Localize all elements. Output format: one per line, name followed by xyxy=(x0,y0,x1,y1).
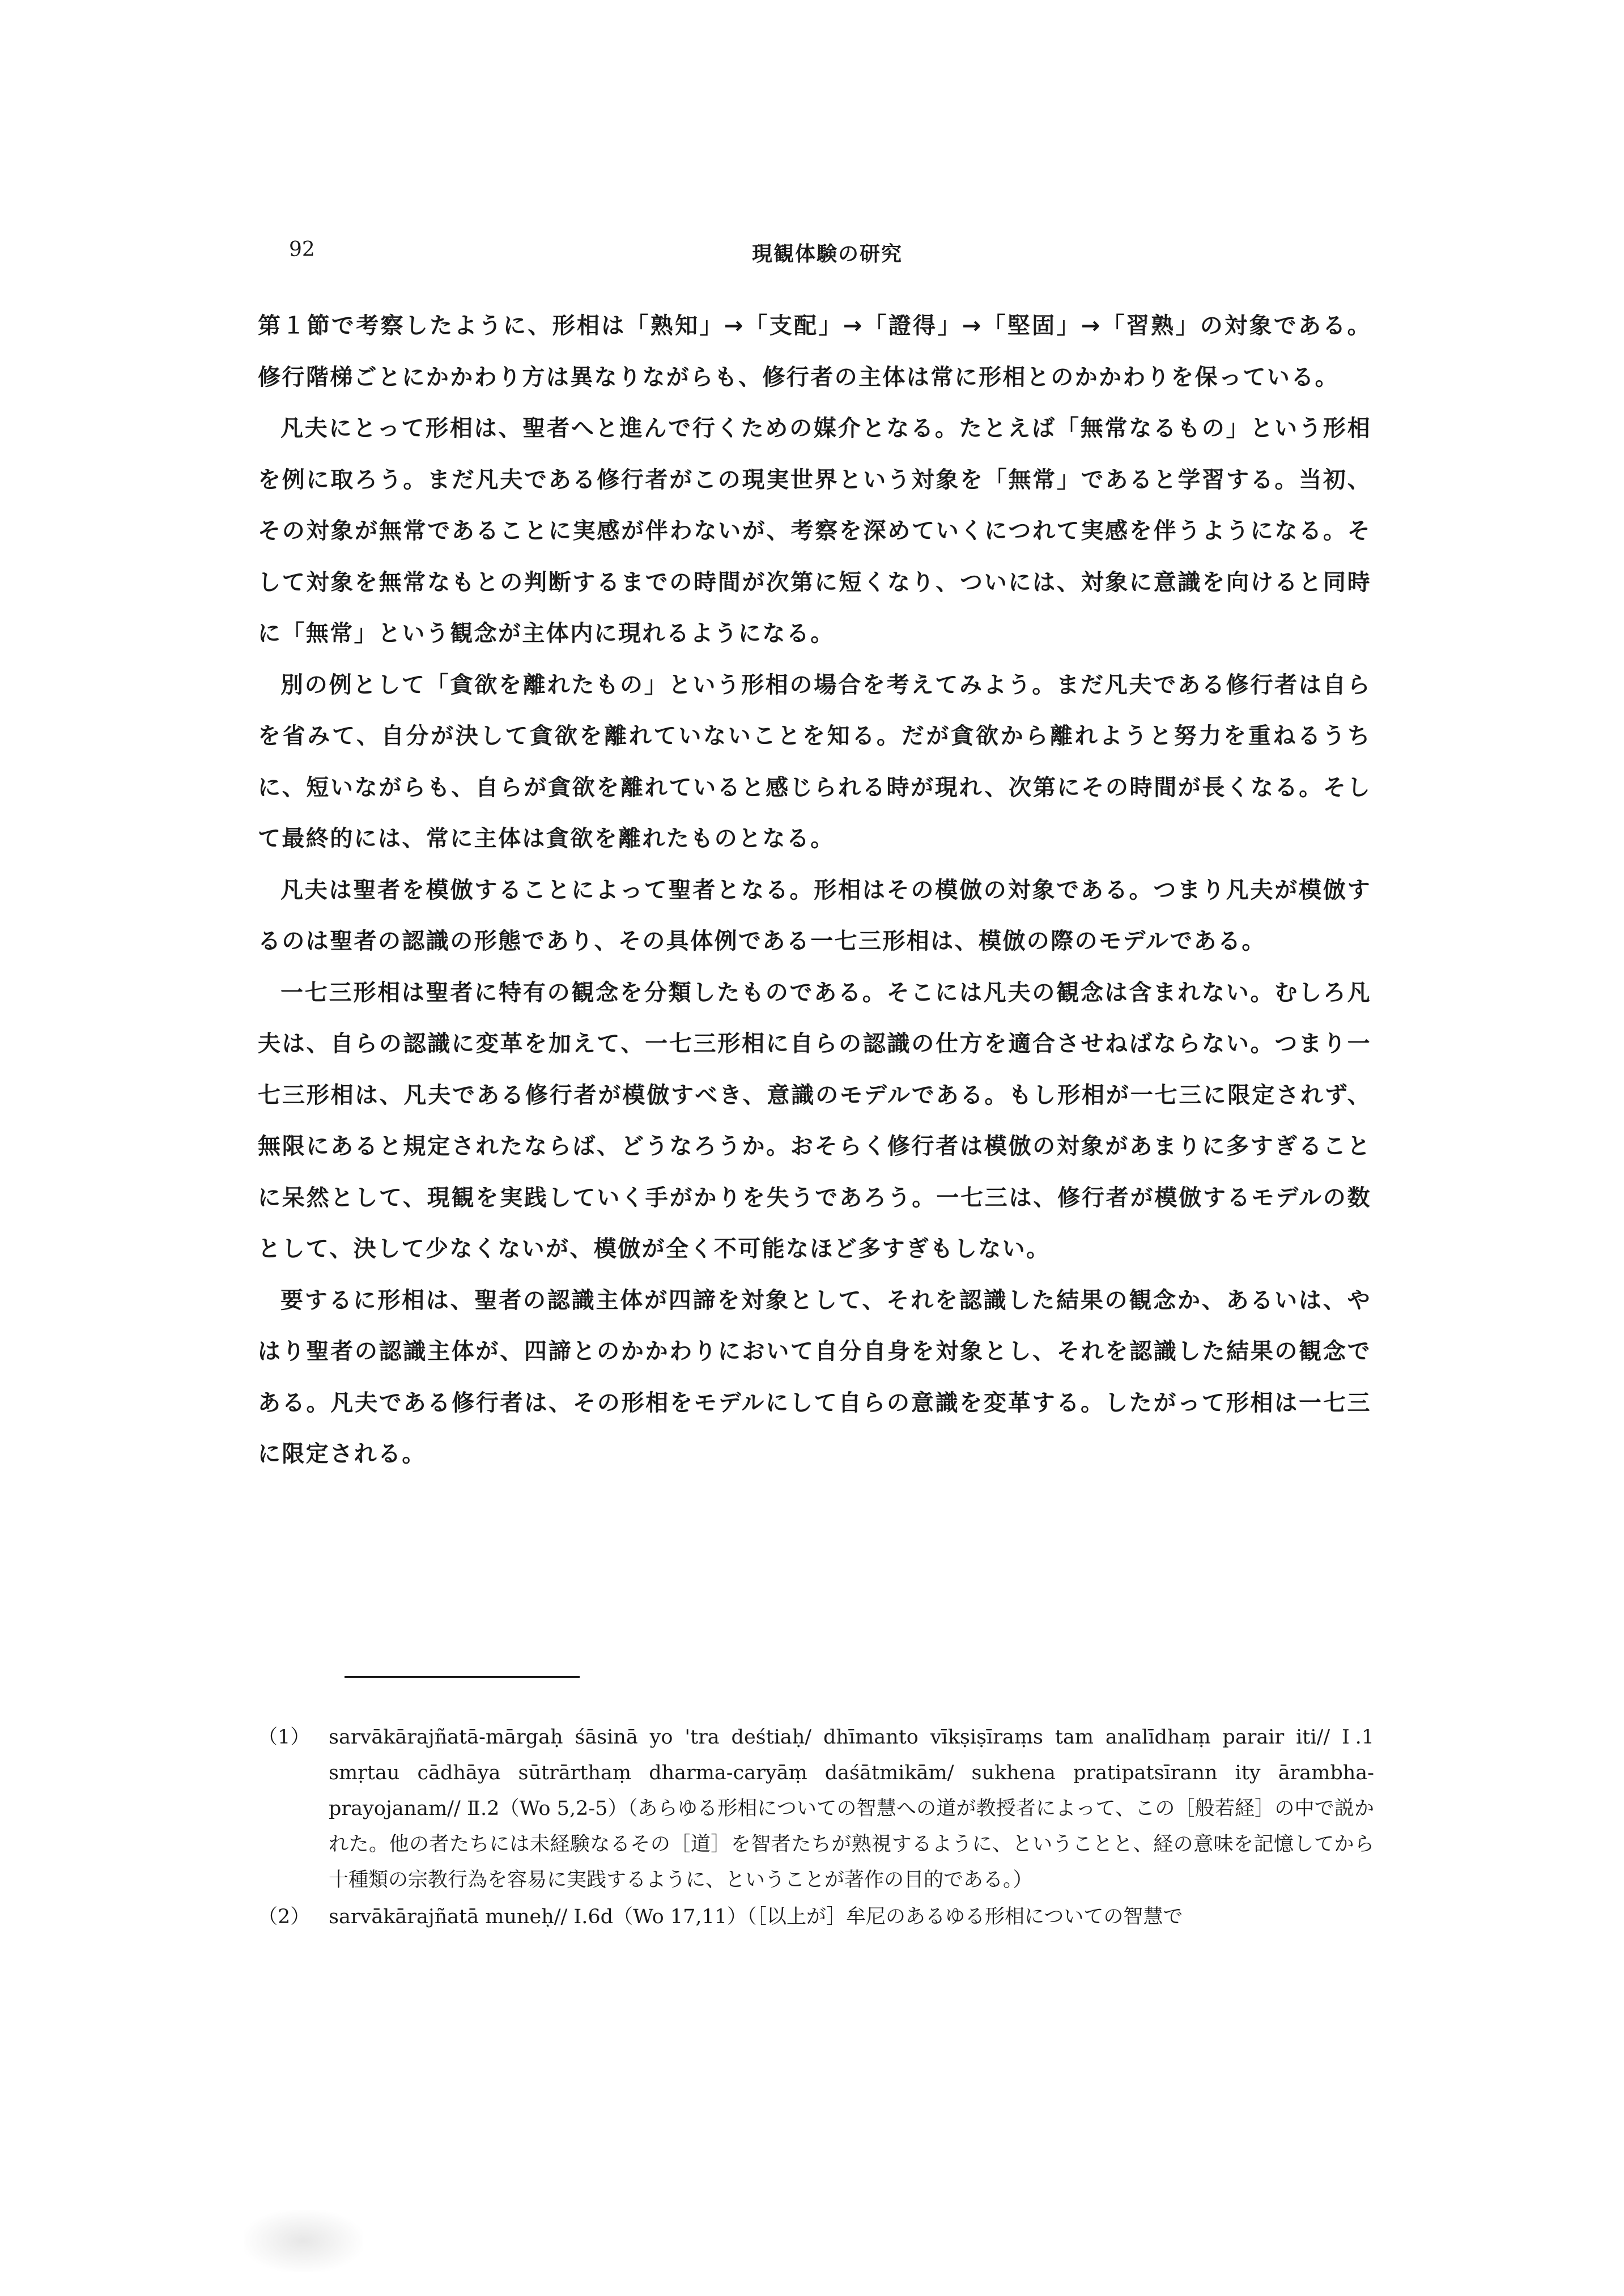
footnote-text: sarvākārajñatā muneḥ// Ⅰ.6d（Wo 17,11）（［以上が］牟尼のあるゆる形相についての智慧で xyxy=(329,1906,1183,1928)
paragraph: 凡夫にとって形相は、聖者へと進んで行くための媒介となる。たとえば「無常なるもの」という形相を例に取ろう。まだ凡夫である修行者がこの現実世界という対象を「無常」であると学習する。当初、その対象が無常であることに実感が伴わないが、考察を深めていくにつれて実感を伴うようになる。そして対象を無常なもとの判断するまでの時間が次第に短くなり、ついには、対象に意識を向けると同時に「無常」という観念が主体内に現れるようになる。 xyxy=(258,415,1371,647)
paragraph: 要するに形相は、聖者の認識主体が四諦を対象として、それを認識した結果の観念か、あるいは、やはり聖者の認識主体が、四諦とのかかわりにおいて自分自身を対象とし、それを認識した結果の観念である。凡夫である修行者は、その形相をモデルにして自らの意識を変革する。したがって形相は一七三に限定される。 xyxy=(258,1287,1371,1467)
paragraph: 第１節で考察したように、形相は「熟知」→「支配」→「證得」→「堅固」→「習熟」の対象である。修行階梯ごとにかかわり方は異なりながらも、修行者の主体は常に形相とのかかわりを保っている。 xyxy=(258,313,1371,390)
body-text xyxy=(258,300,1371,1480)
footnote-number: （2） xyxy=(258,1906,311,1928)
paragraph: 一七三形相は聖者に特有の観念を分類したものである。そこには凡夫の観念は含まれない。むしろ凡夫は、自らの認識に変革を加えて、一七三形相に自らの認識の仕方を適合させねばならない。つまり一七三形相は、凡夫である修行者が模倣すべき、意識のモデルである。もし形相が一七三に限定されず、無限にあると規定されたならば、どうなろうか。おそらく修行者は模倣の対象があまりに多すぎることに呆然として、現観を実践していく手がかりを失うであろう。一七三は、修行者が模倣するモデルの数として、決して少なくないが、模倣が全く不可能なほど多すぎもしない。 xyxy=(258,979,1371,1262)
paragraph: 凡夫は聖者を模倣することによって聖者となる。形相はその模倣の対象である。つまり凡夫が模倣するのは聖者の認識の形態であり、その具体例である一七三形相は、模倣の際のモデルである。 xyxy=(258,877,1371,954)
footnote-number: （1） xyxy=(258,1726,311,1749)
footnote-1 xyxy=(258,1720,1374,1898)
page-number: 92 xyxy=(289,238,315,261)
footnote-divider xyxy=(345,1676,580,1678)
paragraph: 別の例として「貪欲を離れたもの」という形相の場合を考えてみよう。まだ凡夫である修行者は自らを省みて、自分が決して貪欲を離れていないことを知る。だが貪欲から離れようと努力を重ねるうちに、短いながらも、自らが貪欲を離れていると感じられる時が現れ、次第にその時間が長くなる。そして最終的には、常に主体は貪欲を離れたものとなる。 xyxy=(258,671,1371,852)
footnotes xyxy=(258,1720,1374,1936)
footnote-2 xyxy=(258,1899,1374,1935)
running-title: 現観体験の研究 xyxy=(751,243,903,266)
running-head xyxy=(289,238,1366,272)
footnote-text: sarvākārajñatā-mārgaḥ śāsinā yo 'tra deśtiaḥ/ dhīmanto vīkṣiṣīraṃs tam analīdhaṃ parair iti// Ⅰ.1 smṛtau cādhāya sūtrārthaṃ dharma-caryāṃ daśātmikām/ sukhena pratipatsīrann ity ārambha-prayojanam// Ⅱ.2（Wo 5,2-5）（あらゆる形相についての智慧への道が教授者によって、この［般若経］の中で説かれた。他の者たちには未経験なるその［道］を智者たちが熟視するように、ということと、経の意味を記憶してから十種類の宗教行為を容易に実践するように、ということが著作の目的である。） xyxy=(329,1726,1374,1891)
scan-artifact xyxy=(244,2210,363,2272)
